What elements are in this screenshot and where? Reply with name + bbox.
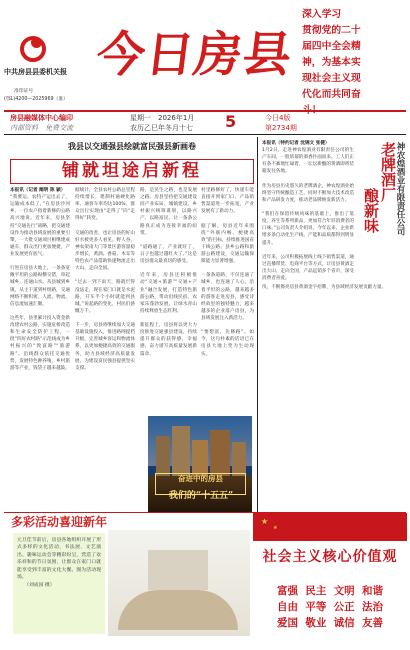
lead-body: 路，是民生之路，也是发展之路。房县坚持把交通建设同产业布局、城镇建设、乡村振兴统筹谋划，以路兴产、以路富民，让一条条公路真正成为连接幸福的纽带。 “道路通了，产业就旺了，日子也越过越红火了。”这是房县群众最真切的感受。 近年来，房县还积极推动“交通+旅游”“交通+产业”融合发展，打造特色旅游公路，带动沿线民宿、农家乐蓬勃发展，让绿水青山持续释放生态红利。 新征程上，房县将以更大力度推进交通强县建设，持续提升群众的获得感、幸福感，奋力谱写高质量发展新篇章。: [140, 188, 197, 357]
lead-column-2: [75, 187, 135, 512]
serial-label: 准印证号: [14, 89, 34, 94]
date-line: 星期一 2026年1月: [130, 114, 195, 122]
lead-body: “我要运、农特产运出去了，运输成本低了，”在房县沙河乡，一位农户指着新修的公路高兴地说。近年来，房县坚持“交通先行”战略，把交通建设作为推动县域发展的重要引擎，一大批交通项目相继建成通车，群众出行更加便捷，产业发展更有底气。 行进在房县大地上，一条条宽敞平坦的公路纵横交错，串起城乡，连通山水。从县城到乡镇，从主干道到村组路，交通网络不断织密，人流、物流、信息流加速汇聚。 这些年，县里累计投入资金新改建农村公路，实施危桥改造和生命安全防护工程，一批“四好农村路”示范线成为乡村振兴的“致富路”“旅游路”。沿线群众依托交通优势，发展特色种养殖、乡村旅游等产业，钱袋子越来越鼓。: [10, 195, 70, 371]
bottom-section-title: 多彩活动喜迎新年: [11, 515, 108, 529]
lead-column-3: [140, 187, 197, 415]
stage-shape: [148, 550, 208, 590]
side-column-top: [262, 140, 354, 282]
masthead-title: [93, 18, 293, 92]
side-headline-b: 酿新味: [362, 188, 380, 233]
issn: (鄂L)4200—2025969（准）: [4, 97, 68, 102]
side-column-bottom: [262, 284, 406, 510]
photo-caption-bottom: 我们的“十五五”: [168, 491, 234, 501]
event-text-panel: [13, 533, 105, 634]
slogan-line: 深入学习: [302, 9, 342, 20]
side-headline-a: 老牌酒厂: [379, 142, 397, 202]
slogan-line: 神，为基本实: [302, 57, 361, 68]
building-shape: [156, 436, 170, 478]
banner: [0, 111, 410, 133]
lead-column-4: [201, 187, 254, 415]
poster-values: 富强 民主 文明 和谐 自由 平等 公正 法治 爱国 敬业 诚信 友善: [277, 585, 383, 629]
crowd-shape: [118, 590, 238, 630]
slogan-line: 代化而共同奋: [302, 89, 361, 100]
side-byline: 本报讯（特约记者 沈锦文 张健）: [262, 141, 330, 146]
lead-headline: 铺就坦途启新程: [10, 159, 254, 184]
photo-caption-top: 奋进中的房县: [155, 473, 246, 495]
lead-body: 据统计，全县农村公路总里程持续增长，建制村通硬化路率、通客车率均达100%，群众出行实现由“走得了”向“走得好”转变。 交通的改善，也让房县的好山好水被更多人看见。野人谷、神农架南大门等景区游客量稳步增长，黄酒、香菇、木耳等特色农产品借助快递物流走出大山，走向全国。 “过去一到下雨天，路就烂得没法走，现在家门口就是水泥路，开车半个小时就能到县城。”说起路的变化，村民们感慨万千。 下一步，房县将继续加大交通基础设施投入，推进路网提档升级，完善城乡客运和物流体系，以更加便捷高效的交通服务，助力县域经济高质量发展，为建设富民强县提供坚实支撑。: [75, 188, 135, 371]
lead-kicker: 我县以交通强县绘就富民强县新画卷: [68, 141, 196, 151]
slogan: [302, 7, 408, 111]
star-icon: ★: [261, 517, 269, 526]
issue-number: 5: [225, 112, 237, 131]
tagline: 内部资料 免费交流: [10, 124, 73, 132]
pages-info: 今日4版: [265, 114, 291, 122]
slogan-line: 现社会主义现: [302, 73, 361, 84]
building-shape: [172, 426, 190, 478]
core-values-poster: [253, 513, 407, 638]
lead-byline: 本报讯（记者 阚明 陈 颖）: [10, 188, 66, 193]
lead-column-1: [10, 187, 70, 512]
newspaper-logo-icon: [20, 36, 46, 62]
site-name: 房县融媒体中心编印: [10, 114, 73, 122]
title-char: 县: [239, 27, 293, 83]
slogan-line: 贯彻党的二十: [302, 25, 361, 36]
lead-body: 村里路修好了，快递车能直接开到家门口，产品销售渠道进一步拓宽，产业发展有了新动力。 据了解，房县近年来围绕“外联内畅、便捷高效”的目标，持续推进国省干线公路、县乡公路和旅游公路建设，交通运输保障能力显著增强。 一条条道路，不仅连通了城乡，也连通了人心。沿着平坦的公路，越来越多的游客走进房县，感受诗经故里的独特魅力，越来越多的企业落户房县，为县域发展注入新活力。 “要想富，先修路”。如今，这句朴素的话语已在房县大地上变为生动现实。: [201, 188, 254, 357]
issue-info: 第2734期: [265, 124, 297, 132]
title-char: 房: [190, 27, 244, 83]
lunar-date: 农历乙巳年冬月十七: [130, 124, 193, 132]
side-body-continued: 伐，不断擦亮房县黄酒金字招牌，为县域经济发展贡献力量。: [262, 285, 387, 291]
side-company: 神农煌酒业有限责任公司: [395, 142, 405, 236]
banner-rule: [4, 134, 406, 135]
title-char: 今: [93, 27, 147, 83]
star-icon: ★: [273, 525, 278, 531]
event-photo: [108, 530, 250, 636]
lead-photo: [148, 416, 252, 513]
side-body: 1月2日，走进神农煌酒业有限责任公司的生产车间，一股浓郁的酒香扑面而来。工人们正有条不紊地忙碌着，一坛坛新酿的黄酒即将装箱发往各地。 作为房县历史悠久的老牌酒企，神农煌酒业始终坚守传统酿造工艺，同时不断加大技术改造和产品研发力度，推动老品牌焕发新活力。 “我们在保留传统风味的基础上，推出了低度、养生等系列新品，更加符合年轻消费者的口味。”公司负责人介绍说，今年以来，企业新增多条自动化生产线，产能和品质都得到明显提升。 近年来，公司积极拓展线上线下销售渠道，通过直播带货、电商平台等方式，让房县黄酒走出大山、走向全国，产品远销多个省市，深受消费者喜爱。: [262, 148, 354, 282]
title-char: 日: [142, 27, 196, 83]
publisher: 中共房县县委机关报: [4, 68, 67, 76]
building-shape: [210, 430, 230, 478]
poster-title: 社会主义核心价值观: [262, 549, 398, 565]
event-text: 元旦佳节前后，房县各地组织开展了形式多样的文化活动，书法展、文艺演出、趣味运动会等精彩纷呈，营造了欢乐祥和的节日氛围，让群众在家门口就能享受到丰富的文化大餐。图为活动现场。 （刘成国 摄）: [17, 538, 101, 588]
slogan-line: 届四中全会精: [302, 41, 361, 52]
column-divider: [257, 137, 258, 512]
